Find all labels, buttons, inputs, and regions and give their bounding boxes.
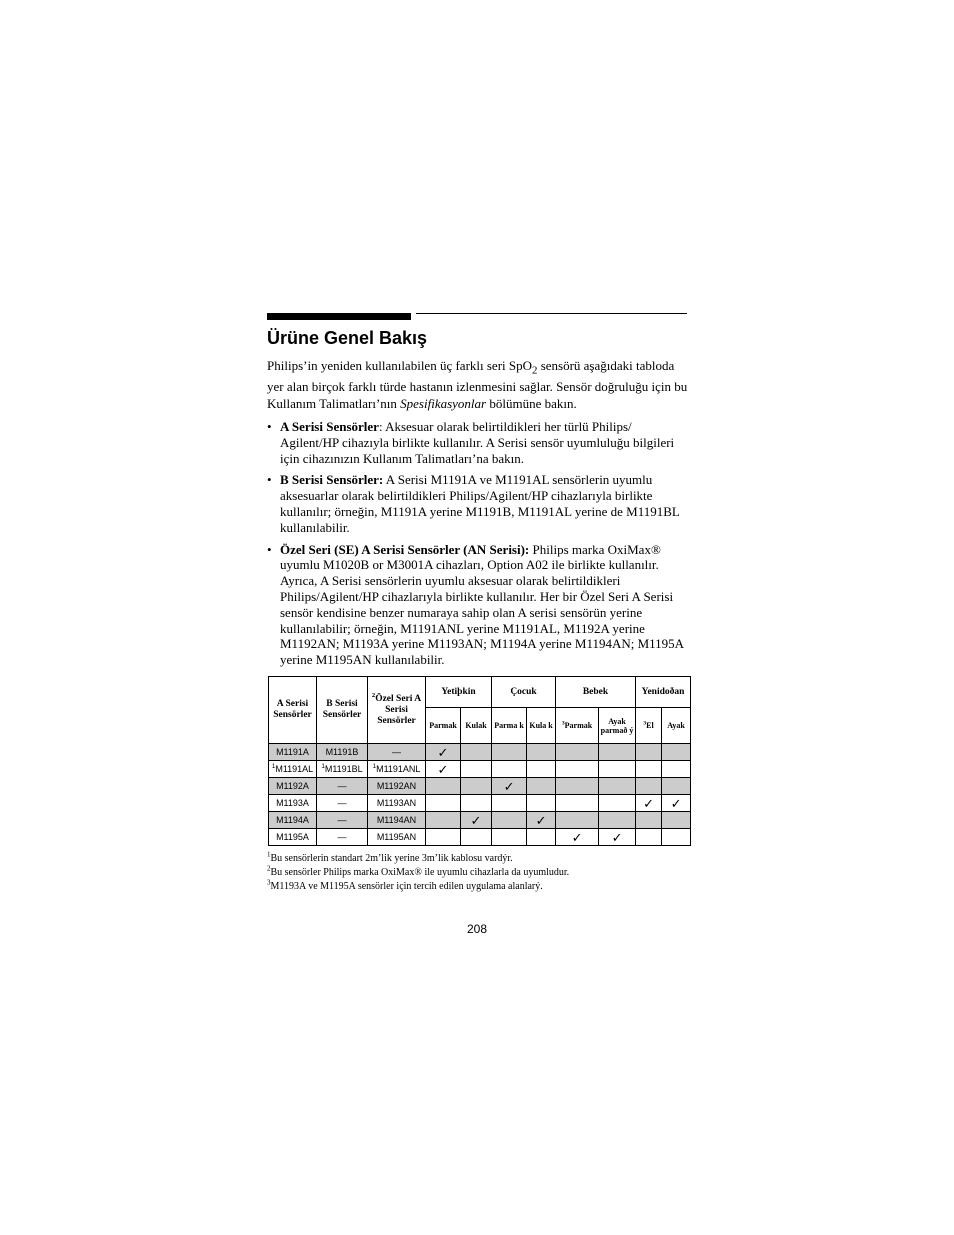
sensor-compatibility-table bbox=[268, 676, 691, 846]
table-row bbox=[269, 795, 691, 812]
column-header-a-series: A Serisi Sensörler bbox=[269, 677, 317, 744]
cell-ozel-series bbox=[368, 761, 426, 778]
cell-a-series bbox=[269, 795, 317, 812]
list-item bbox=[267, 419, 692, 466]
footnote-marker: 1 bbox=[271, 763, 276, 770]
cell-b-series bbox=[317, 761, 368, 778]
check-icon bbox=[662, 778, 691, 795]
subheader-yetiskin-parmak: Parmak bbox=[426, 708, 461, 744]
list-item-text: A Serisi M1191A ve M1191AL sensörlerin uyumlu aksesuarlar olarak belirtildikleri Philips/Agilent/HP cihazlarıyla birlikte kullanılır; örneğin, M1191A yerine M1191B, M1191AL yerine de M1191BL kullanılabilir. bbox=[280, 472, 680, 535]
list-item-title: A Serisi Sensörler bbox=[280, 419, 379, 434]
check-icon bbox=[556, 812, 599, 829]
check-icon bbox=[556, 744, 599, 761]
cell-text: — bbox=[337, 798, 347, 808]
list-item-title: Özel Seri (SE) A Serisi Sensörler (AN Serisi): bbox=[280, 541, 530, 557]
footnote-text: Bu sensörlerin standart 2m’lik yerine 3m’lik kablosu vardýr. bbox=[270, 853, 513, 864]
column-header-yetiskin: Yetiþkin bbox=[426, 677, 492, 708]
column-header-ozel-series bbox=[368, 677, 426, 744]
check-icon bbox=[426, 812, 461, 829]
intro-text-2: sensörü aşağıdaki tabloda yer alan birçok farklı türde hastanın izlenmesini sağlar. Sensör doğruluğu için bu Kullanım Talimatları’nın bbox=[267, 358, 688, 411]
check-icon bbox=[599, 795, 636, 812]
subheader-label: El bbox=[646, 721, 654, 730]
cell-text: M1191BL bbox=[324, 764, 363, 774]
page-number: 208 bbox=[466, 922, 488, 936]
subheader-cocuk-parmak: Parma k bbox=[492, 708, 527, 744]
check-icon bbox=[527, 744, 556, 761]
table-row bbox=[269, 829, 691, 846]
column-header-b-series: B Serisi Sensörler bbox=[317, 677, 368, 744]
check-icon bbox=[662, 744, 691, 761]
intro-paragraph bbox=[267, 358, 692, 412]
cell-a-series bbox=[269, 778, 317, 795]
cell-ozel-series bbox=[368, 795, 426, 812]
cell-text: M1194AN bbox=[376, 815, 417, 825]
column-header-bebek: Bebek bbox=[556, 677, 636, 708]
cell-text: M1193A bbox=[276, 798, 309, 808]
table-header-row bbox=[269, 677, 691, 708]
subheader-yenidogan-el bbox=[636, 708, 662, 744]
footnote-marker: 1 bbox=[372, 763, 377, 770]
check-icon bbox=[461, 778, 492, 795]
cell-text: M1191B bbox=[325, 747, 359, 757]
footnote-item bbox=[267, 866, 697, 880]
check-icon bbox=[461, 744, 492, 761]
cell-a-series bbox=[269, 744, 317, 761]
check-icon bbox=[492, 744, 527, 761]
check-icon bbox=[599, 778, 636, 795]
check-icon bbox=[461, 829, 492, 846]
check-icon: ✓ bbox=[426, 761, 461, 778]
check-icon: ✓ bbox=[527, 812, 556, 829]
cell-ozel-series bbox=[368, 829, 426, 846]
check-icon: ✓ bbox=[636, 795, 662, 812]
intro-text-3: bölümüne bakın. bbox=[486, 395, 577, 411]
cell-ozel-series bbox=[368, 812, 426, 829]
check-icon bbox=[636, 761, 662, 778]
intro-subscript: 2 bbox=[532, 364, 538, 377]
cell-text: — bbox=[337, 781, 347, 791]
cell-b-series bbox=[317, 778, 368, 795]
check-icon bbox=[527, 829, 556, 846]
check-icon bbox=[527, 778, 556, 795]
cell-b-series bbox=[317, 829, 368, 846]
cell-text: M1194A bbox=[276, 815, 309, 825]
footnotes bbox=[267, 852, 697, 894]
check-icon bbox=[662, 761, 691, 778]
cell-text: M1195AN bbox=[376, 832, 417, 842]
subheader-bebek-ayak-parmak: Ayak parmað ý bbox=[599, 708, 636, 744]
cell-text: M1191A bbox=[276, 747, 309, 757]
list-item-title: B Serisi Sensörler: bbox=[280, 472, 384, 488]
list-item bbox=[267, 472, 692, 535]
footnote-marker: 3 bbox=[267, 878, 271, 887]
intro-text-1: Philips’in yeniden kullanılabilen üç farklı seri SpO bbox=[267, 358, 533, 373]
check-icon: ✓ bbox=[599, 829, 636, 846]
subheader-yenidogan-ayak: Ayak bbox=[662, 708, 691, 744]
check-icon: ✓ bbox=[492, 778, 527, 795]
table-row bbox=[269, 761, 691, 778]
subheader-yetiskin-kulak: Kulak bbox=[461, 708, 492, 744]
check-icon bbox=[527, 795, 556, 812]
cell-text: M1195A bbox=[276, 832, 309, 842]
list-item-text: Philips marka OxiMax® uyumlu M1020B or M3001A cihazları, Option A02 ile birlikte kullanılır. Ayrıca, A Serisi sensörlerin uyumlu aksesuar olarak belirtildikleri Philips/Agilent/HP cihazlarıyla birlikte kullanılır. Her bir Özel Seri A Serisi sensör kendisine benzer numaraya sahip olan A serisi sensörün yerine kullanılabilir; örneğin, M1191ANL yerine M1191AL, M1192A yerine M1192AN; M1193A yerine M1193AN; M1194A yerine M1194AN; M1195A yerine M1195AN kullanılabilir. bbox=[280, 541, 684, 668]
check-icon bbox=[599, 744, 636, 761]
check-icon bbox=[492, 829, 527, 846]
cell-ozel-series bbox=[368, 778, 426, 795]
bullet-icon: • bbox=[267, 419, 272, 434]
check-icon bbox=[426, 795, 461, 812]
cell-a-series bbox=[269, 761, 317, 778]
cell-text: M1192AN bbox=[376, 781, 417, 791]
check-icon: ✓ bbox=[426, 744, 461, 761]
footnote-text: Bu sensörler Philips marka OxiMax® ile uyumlu cihazlarla da uyumludur. bbox=[270, 867, 570, 878]
bullet-icon: • bbox=[267, 541, 272, 557]
check-icon: ✓ bbox=[556, 829, 599, 846]
footnote-marker: 3 bbox=[643, 720, 647, 727]
footnote-marker: 1 bbox=[321, 763, 325, 770]
check-icon bbox=[492, 812, 527, 829]
heading-rule-thick bbox=[267, 313, 411, 320]
footnote-text: M1193A ve M1195A sensörler için tercih edilen uygulama alanlarý. bbox=[270, 881, 543, 892]
check-icon bbox=[636, 812, 662, 829]
check-icon bbox=[599, 761, 636, 778]
heading-rule-thin bbox=[416, 313, 687, 314]
cell-b-series bbox=[317, 795, 368, 812]
check-icon bbox=[527, 761, 556, 778]
check-icon: ✓ bbox=[461, 812, 492, 829]
subheader-label: Parmak bbox=[564, 721, 593, 730]
check-icon bbox=[556, 795, 599, 812]
footnote-marker: 2 bbox=[267, 864, 271, 873]
bullet-icon: • bbox=[267, 472, 272, 488]
table-row bbox=[269, 812, 691, 829]
check-icon bbox=[599, 812, 636, 829]
table-row bbox=[269, 778, 691, 795]
cell-text: M1191ANL bbox=[376, 764, 421, 774]
check-icon bbox=[636, 744, 662, 761]
check-icon bbox=[492, 761, 527, 778]
check-icon: ✓ bbox=[662, 795, 691, 812]
page-title: Ürüne Genel Bakış bbox=[267, 328, 428, 348]
check-icon bbox=[461, 761, 492, 778]
footnote-marker: 1 bbox=[267, 850, 271, 859]
cell-ozel-series bbox=[368, 744, 426, 761]
check-icon bbox=[426, 829, 461, 846]
cell-text: — bbox=[392, 747, 401, 757]
check-icon bbox=[426, 778, 461, 795]
cell-text: M1193AN bbox=[376, 798, 417, 808]
check-icon bbox=[662, 812, 691, 829]
sensor-series-list bbox=[267, 419, 692, 674]
cell-text: M1192A bbox=[276, 781, 309, 791]
check-icon bbox=[556, 778, 599, 795]
column-header-yenidogan: Yenidoðan bbox=[636, 677, 691, 708]
cell-a-series bbox=[269, 812, 317, 829]
cell-text: — bbox=[337, 815, 347, 825]
list-item bbox=[267, 542, 692, 668]
table-row bbox=[269, 744, 691, 761]
check-icon bbox=[636, 829, 662, 846]
check-icon bbox=[492, 795, 527, 812]
check-icon bbox=[461, 795, 492, 812]
column-header-cocuk: Çocuk bbox=[492, 677, 556, 708]
list-item-text: : Aksesuar olarak belirtildikleri her türlü Philips/ Agilent/HP cihazıyla birlikte kullanılır. A Serisi sensör uyumluluğu bilgileri için cihazınızın Kullanım Talimatları’na bakın. bbox=[280, 419, 675, 466]
footnote-marker: 2 bbox=[371, 691, 376, 699]
cell-a-series bbox=[269, 829, 317, 846]
cell-b-series bbox=[317, 744, 368, 761]
footnote-item bbox=[267, 852, 697, 866]
cell-b-series bbox=[317, 812, 368, 829]
cell-text: — bbox=[337, 832, 347, 842]
subheader-cocuk-kulak: Kula k bbox=[527, 708, 556, 744]
check-icon bbox=[636, 778, 662, 795]
check-icon bbox=[556, 761, 599, 778]
footnote-item bbox=[267, 880, 697, 894]
subheader-bebek-parmak bbox=[556, 708, 599, 744]
intro-italic-link-text: Spesifikasyonlar bbox=[400, 395, 487, 411]
footnote-marker: 3 bbox=[561, 720, 565, 727]
cell-text: M1191AL bbox=[275, 764, 314, 774]
check-icon bbox=[662, 829, 691, 846]
column-header-label: Özel Seri A Serisi Sensörler bbox=[375, 693, 422, 726]
